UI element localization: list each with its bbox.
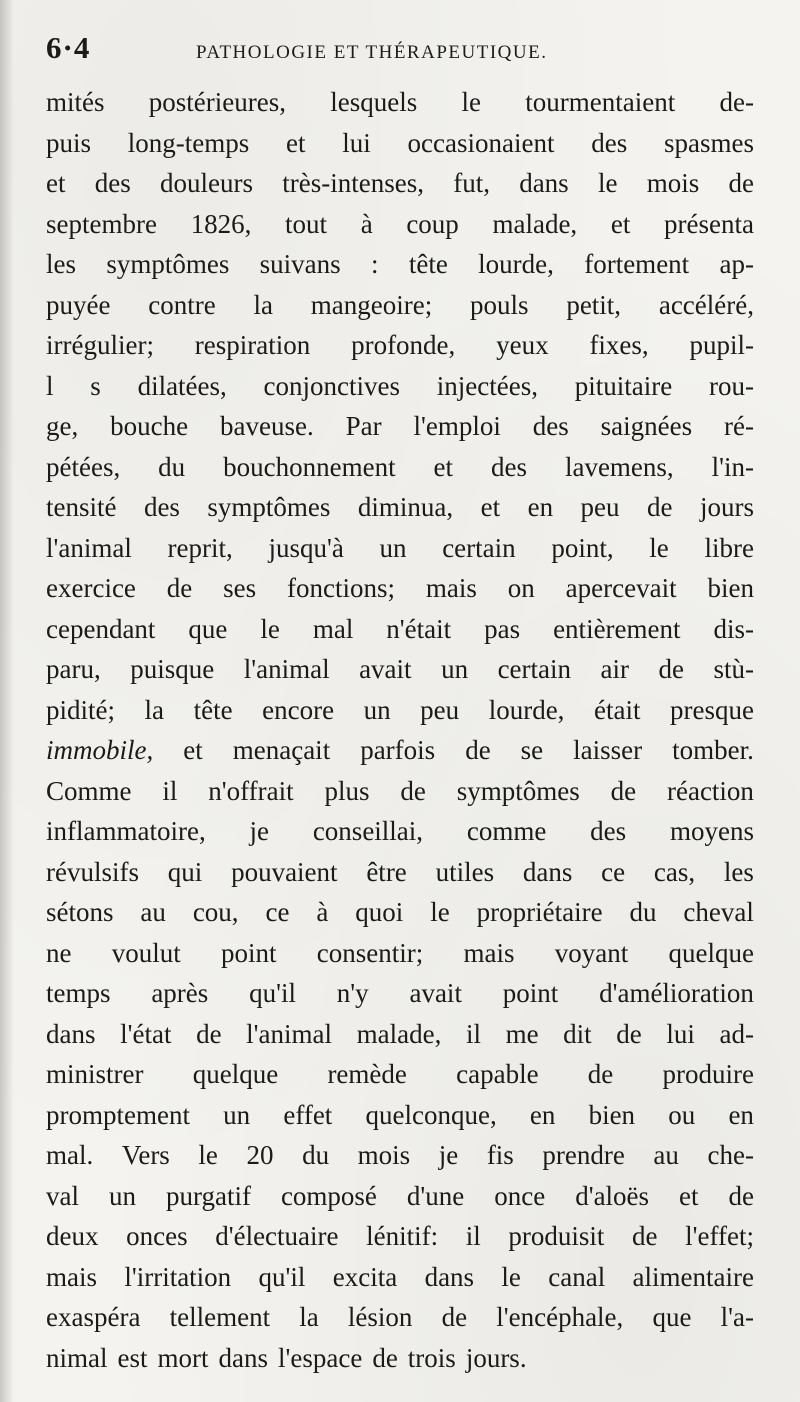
word: le [501,1261,521,1292]
word: pouls [470,289,529,320]
text-line [46,649,754,690]
text-line [46,366,754,407]
word: mais [425,573,477,603]
word: symptômes [456,775,580,806]
word: tête [408,249,448,279]
word: conjonctives [263,370,401,401]
running-head: PATHOLOGIE ET THÉRAPEUTIQUE. [196,42,548,63]
word: des [491,451,527,482]
word: de [372,1342,398,1373]
word: cas, [653,856,696,887]
text-line [46,811,754,852]
word: jusqu'à [268,532,344,563]
word: air [600,654,629,684]
word: dit [563,1018,592,1049]
word: et [480,492,501,522]
word: peu [580,492,620,522]
word: quelconque, [365,1099,497,1130]
word: bouchonnement [223,451,396,482]
word: un [441,654,469,684]
text-line [46,1176,754,1217]
word: stù- [713,654,754,684]
binding-shadow [0,0,14,1402]
word: dans [522,856,573,887]
text-line [46,1257,754,1298]
word: ré- [723,411,754,441]
word: dilatées, [137,370,227,401]
word: du [302,1140,330,1170]
word: bien [707,573,754,603]
word: il [162,775,178,806]
word: fortement [584,249,690,279]
word: capable [456,1059,539,1089]
word: d'électuaire [215,1221,339,1251]
text-line [46,892,754,933]
word: contre [148,289,216,320]
word: du [158,451,186,482]
word: fis [486,1140,514,1170]
word: il [465,1018,481,1049]
word: yeux [496,330,549,360]
word: de [166,573,193,603]
word: mal [312,613,354,644]
word: qui [167,856,203,887]
text-line [46,244,754,285]
word: des [591,127,628,158]
word: lésion [347,1302,413,1332]
word: coup [406,208,459,239]
word: nimal [46,1342,108,1373]
word: ministrer [46,1059,144,1089]
text-line [46,123,754,164]
word: tomber. [672,735,754,765]
word: que [188,613,228,644]
word: d'aloës [575,1180,650,1211]
word: accéléré, [658,289,754,320]
word: tensité [46,492,117,522]
word: profonde, [351,330,456,360]
word: composé [280,1180,377,1211]
text-line [46,933,754,974]
word: injectées, [436,370,538,401]
word: un [363,694,391,725]
text-line [46,406,754,447]
text-line [46,487,754,528]
text-line [46,1216,754,1257]
word: des [143,492,180,522]
word: paru, [46,654,101,684]
word: de [616,1018,642,1049]
word: de [728,168,754,198]
word: ap- [719,249,754,279]
word: ses [223,573,257,603]
word: tout [285,208,328,239]
word: être [366,856,407,887]
word: postérieures, [148,87,286,117]
word: réaction [666,775,754,806]
word: d'une [406,1180,465,1211]
word: promptement [46,1099,190,1130]
word: au [140,897,166,927]
word: petit, [566,289,622,320]
word: en [529,1099,556,1130]
word: septembre [46,208,157,239]
word: point [502,978,559,1008]
text-line [46,852,754,893]
word: le [430,897,450,927]
word: spasmes [663,127,754,158]
word: les [46,249,76,279]
word: jours. [465,1342,527,1373]
text-line [46,528,754,569]
word: presque [670,694,754,725]
word: les [723,856,754,887]
word: menaçait [232,735,331,765]
word: : [371,249,379,279]
word: avait [359,654,412,684]
word: comme [466,816,547,846]
word: laisser [573,735,643,765]
word: des [590,816,627,846]
word: douleurs [160,168,253,198]
word: mois [357,1140,411,1170]
word: est [117,1342,148,1373]
word: n'était [386,613,452,644]
word: de [632,1221,658,1251]
word: de [196,1018,222,1049]
word: reprit, [167,532,233,563]
word: lui [342,127,371,158]
word: présenta [664,208,754,239]
page-number: 6·4 [46,30,91,65]
word: trois [407,1342,456,1373]
word: que [652,1302,692,1332]
word: le [461,87,481,117]
word: et [46,168,66,198]
word: n'offrait [208,775,294,806]
word: cou, [192,897,239,927]
word: point, [551,532,614,563]
word: des [532,411,569,441]
word: puisque [130,654,215,684]
word: excita [332,1261,398,1292]
word: je [249,816,270,846]
word: mal. [46,1140,94,1170]
word: et [183,735,203,765]
word: bouche [110,411,189,441]
word: un [108,1180,136,1211]
word: qu'il [249,978,296,1008]
word: purgatif [165,1180,251,1211]
word: l'effet; [685,1221,754,1251]
word: de [587,1059,614,1089]
word: puyée [46,289,111,320]
word: long-temps [127,127,250,158]
text-line [46,568,754,609]
word: cheval [683,897,754,927]
word: jours [699,492,754,522]
word: un [223,1099,251,1130]
word: Comme [46,775,132,806]
word: la [299,1302,319,1332]
word: très-intenses, [282,168,424,198]
word: avait [409,978,462,1008]
text-line [46,82,754,123]
word: lui [666,1018,695,1049]
word: le [260,613,280,644]
word: produisit [508,1221,605,1251]
body-text [46,82,754,1378]
word: plus [324,775,370,806]
word: ne [46,937,72,968]
word: dans [46,1018,96,1049]
word: de- [719,87,754,117]
word: et [679,1180,699,1211]
word: tourmentaient [525,87,676,117]
word: utiles [435,856,495,887]
word: temps [46,978,111,1008]
word: qu'il [258,1261,306,1292]
word: l'animal [46,532,132,563]
text-line [46,730,754,771]
word: lourde, [488,694,565,725]
word: le [198,1140,218,1170]
word: consentir; [316,937,424,968]
word: de [647,492,673,522]
word: mangeoire; [310,289,433,320]
word: de [610,775,637,806]
word: l'animal [243,654,330,684]
word: pas [484,613,521,644]
word: de [441,1302,468,1332]
word: mités [46,87,105,117]
word: remède [327,1059,407,1089]
word: mois [646,168,700,198]
word: du [629,897,657,927]
word: en [527,492,554,522]
word: de [400,775,426,806]
word: entièrement [553,613,681,644]
word: ad- [719,1018,754,1049]
word: d'amélioration [599,978,754,1008]
word: l'irritation [124,1261,232,1292]
word: Vers [121,1140,170,1170]
word: symptômes [106,249,230,279]
word: pétées, [46,451,121,482]
text-line [46,325,754,366]
word: pituitaire [574,370,673,401]
word: mais [46,1261,97,1292]
word: rou- [708,370,754,401]
word: et [286,127,306,158]
word: était [593,694,641,725]
word: dans [424,1261,475,1292]
word: encore [262,694,335,725]
word: voulut [111,937,181,968]
word: révulsifs [46,856,139,887]
word: fut, [453,168,490,198]
word: des [94,168,131,198]
word: prendre [542,1140,625,1170]
word: n'y [336,978,369,1008]
word: à [316,897,329,927]
word: inflammatoire, [46,816,206,846]
word: onces [126,1221,188,1251]
word: produire [662,1059,754,1089]
word: l'espace [278,1342,363,1373]
word: lénitif: [366,1221,439,1251]
word: respiration [194,330,311,360]
word: ou [668,1099,696,1130]
word: Par [345,411,382,441]
word: la [253,289,273,320]
word: sétons [46,897,114,927]
word: point [221,937,277,968]
text-line [46,447,754,488]
word: le [649,532,669,563]
word: apercevait [565,573,677,603]
text-line [46,1135,754,1176]
word: symptômes [207,492,331,522]
word: suivans [259,249,341,279]
word: un [379,532,407,563]
word: s [90,370,101,401]
word: ce [601,856,626,887]
word: l'emploi [413,411,501,441]
word: après [151,978,209,1008]
word: l'in- [711,451,754,482]
text-line [46,1014,754,1055]
text-line [46,609,754,650]
word: mais [463,937,515,968]
word: se [520,735,544,765]
text-line [46,771,754,812]
word: fonctions; [287,573,396,603]
word: je [438,1140,459,1170]
text-line [46,973,754,1014]
word: voyant [554,937,629,968]
word: dans [218,1342,268,1373]
word: malade, [356,1018,442,1049]
word: ce [265,897,290,927]
word: lavemens, [564,451,674,482]
word: diminua, [357,492,454,522]
word: au [653,1140,679,1170]
word: canal [548,1261,606,1292]
word: lesquels [330,87,418,117]
word: lourde, [478,249,554,279]
word: libre [704,532,754,563]
word: mort [157,1342,209,1373]
word: immobile, [46,735,154,765]
word: che- [707,1140,754,1170]
word: quelque [668,937,754,968]
word: en [728,1099,754,1130]
word: tête [193,694,233,725]
word: cependant [46,613,156,644]
word: il [465,1221,481,1251]
word: occasionaient [407,127,555,158]
text-line [46,1338,754,1379]
word: dis- [713,613,754,644]
word: la [144,694,165,725]
text-line [46,1054,754,1095]
word: moyens [669,816,754,846]
word: conseillai, [312,816,424,846]
word: 20 [246,1140,274,1170]
word: l'a- [720,1302,754,1332]
word: l'encéphale, [496,1302,624,1332]
word: exaspéra [46,1302,141,1332]
word: le [597,168,618,198]
word: l'animal [246,1018,332,1049]
word: deux [46,1221,99,1251]
word: malade, [492,208,578,239]
word: de [465,735,491,765]
word: on [507,573,535,603]
word: saignées [600,411,693,441]
word: et [610,208,631,239]
text-line [46,204,754,245]
word: effet [283,1099,333,1130]
word: 1826, [190,208,252,239]
word: propriétaire [476,897,603,927]
word: peu [420,694,460,725]
word: irrégulier; [46,330,154,360]
text-line [46,1297,754,1338]
word: de [728,1180,754,1211]
word: quelque [192,1059,279,1089]
text-line [46,1095,754,1136]
page-header [46,30,754,74]
word: baveuse. [219,411,314,441]
word: pouvaient [231,856,338,887]
text-line [46,163,754,204]
text-line [46,690,754,731]
word: et [433,451,454,482]
word: l [46,370,54,401]
word: me [505,1018,539,1049]
word: alimentaire [632,1261,754,1292]
word: quoi [355,897,404,927]
word: pupil- [689,330,754,360]
word: val [46,1180,79,1211]
word: certain [442,532,516,563]
word: l'état [120,1018,172,1049]
word: tellement [169,1302,271,1332]
word: dans [519,168,569,198]
text-line [46,285,754,326]
word: puis [46,127,92,158]
word: de [658,654,684,684]
word: fixes, [589,330,649,360]
word: certain [497,654,572,684]
word: ge, [46,411,79,441]
word: exercice [46,573,136,603]
word: pidité; [46,694,115,725]
word: bien [588,1099,636,1130]
word: parfois [360,735,436,765]
word: once [494,1180,546,1211]
word: à [360,208,373,239]
